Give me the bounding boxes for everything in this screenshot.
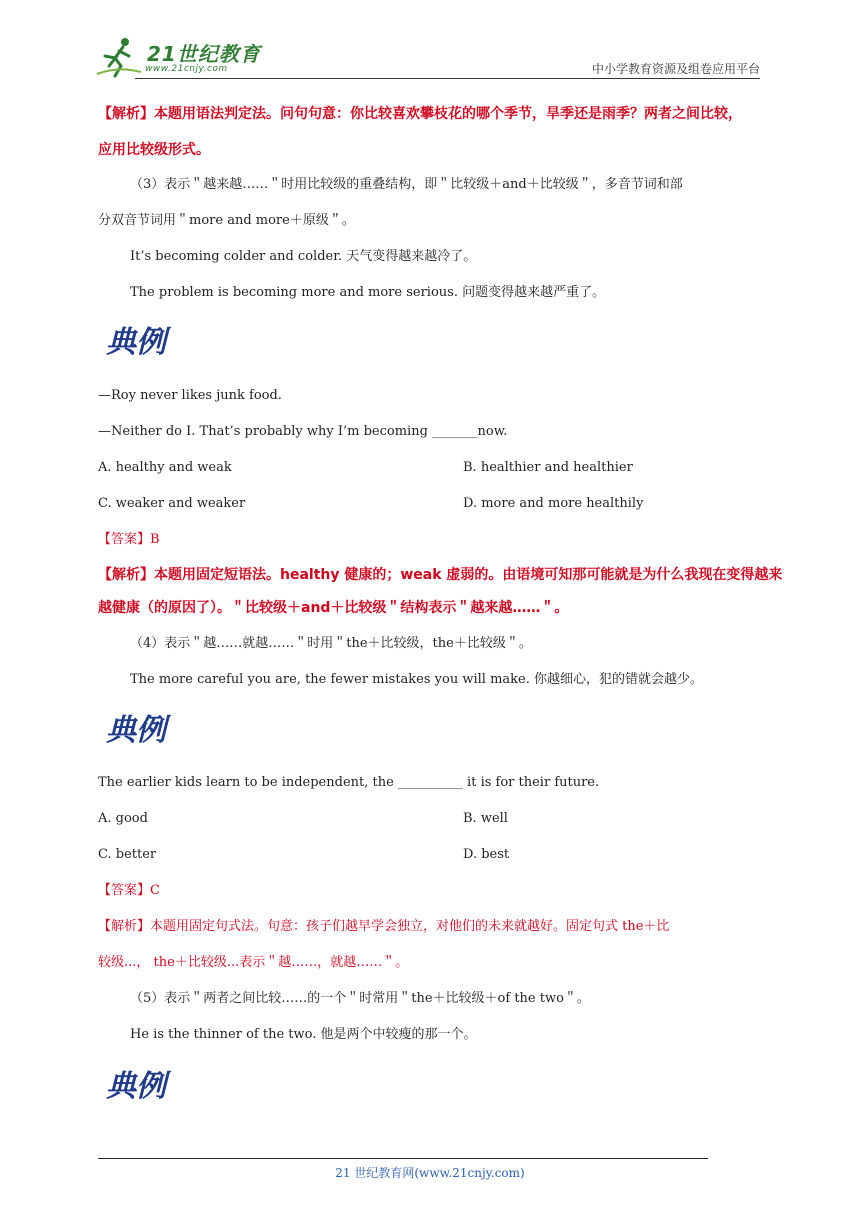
option-b: B. healthier and healthier [463,460,633,475]
runner-logo-icon [95,36,143,78]
header-divider [135,78,760,79]
option-a: A. healthy and weak [98,460,232,475]
analysis-2-line-2: 越健康（的原因了）。＂比较级＋and＋比较级＂结构表示＂越来越……＂。 [98,600,569,616]
rule-3-line-2: 分双音节词用＂more and more＋原级＂。 [98,213,355,228]
question-2: The earlier kids learn to be independent, the __________ it is for their future. [98,775,600,790]
site-logo [95,36,265,80]
logo-url: www.21cnjy.com [145,64,228,74]
page-header [95,30,760,80]
example-label-icon [104,1064,186,1104]
rule-5: （5）表示＂两者之间比较……的一个＂时常用＂the＋比较级＋of the two＂。 [130,991,590,1006]
logo-title: 21世纪教育 [147,42,261,66]
option-c: C. better [98,847,157,862]
example-sentence-2: The problem is becoming more and more serious. 问题变得越来越严重了。 [130,285,606,300]
example-label-text: 典例 [106,325,166,360]
dialogue-line-1: —Roy never likes junk food. [98,388,282,403]
option-d: D. best [463,847,510,862]
footer-divider [98,1158,708,1159]
analysis-1-line-1: 【解析】本题用语法判定法。问句句意：你比较喜欢攀枝花的哪个季节，旱季还是雨季？两者之间比较， [98,106,742,122]
option-b: B. well [463,811,508,826]
option-d: D. more and more healthily [463,496,644,511]
rule-4: （4）表示＂越……就越……＂时用＂the＋比较级，the＋比较级＂。 [130,636,532,651]
example-label-text: 典例 [106,713,166,748]
platform-name: 中小学教育资源及组卷应用平台 [591,62,760,76]
example-sentence-4: He is the thinner of the two. 他是两个中较瘦的那一个。 [130,1027,477,1042]
answer-2: 【答案】C [98,883,160,898]
example-label-icon [104,320,186,360]
dialogue-line-2: —Neither do I. That’s probably why I’m becoming _______now. [98,424,508,439]
analysis-2-line-1: 【解析】本题用固定短语法。healthy 健康的；weak 虚弱的。由语境可知那可能就是为什么我现在变得越来 [98,567,783,583]
option-a: A. good [98,811,148,826]
answer-1: 【答案】B [98,532,160,547]
example-label-icon [104,708,186,748]
analysis-1-line-2: 应用比较级形式。 [98,142,210,158]
example-sentence-1: It’s becoming colder and colder. 天气变得越来越冷了。 [130,249,477,264]
option-c: C. weaker and weaker [98,496,246,511]
example-label-text: 典例 [106,1069,166,1104]
analysis-3-line-1: 【解析】本题用固定句式法。句意：孩子们越早学会独立，对他们的未来就越好。固定句式 the＋比 [98,919,670,934]
analysis-3-line-2: 较级...， the＋比较级...表示＂越……，就越……＂。 [98,955,409,970]
example-sentence-3: The more careful you are, the fewer mistakes you will make. 你越细心，犯的错就会越少。 [130,672,703,687]
footer-text: 21 世纪教育网(www.21cnjy.com) [335,1166,525,1180]
rule-3-line-1: （3）表示＂越来越……＂时用比较级的重叠结构，即＂比较级＋and＋比较级＂，多音节词和部 [130,177,683,192]
